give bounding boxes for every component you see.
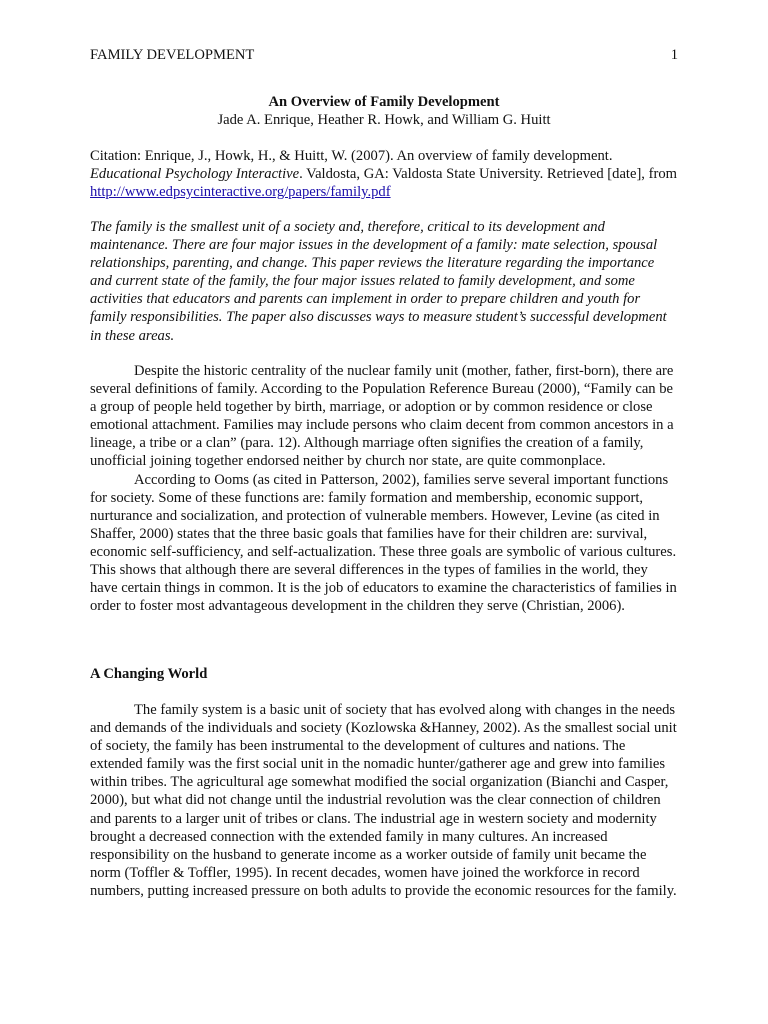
running-head [90,46,678,64]
running-head-title: FAMILY DEVELOPMENT [90,47,255,63]
intro-paragraph-2: According to Ooms (as cited in Patterson, 2002), families serve several important functions for society. Some of these functions are: family formation and membership, economic support, nurturance and socialization, and protection of vulnerable members. However, Levine (as cited in Shaffer, 2000) states that the three basic goals that families have for their children are: survival, economic self-sufficiency, and self-actualization. These three goals are symbolic of various cultures. This shows that although there are several differences in the types of families in the world, they have certain things in common. It is the job of educators to examine the characteristics of families in order to foster most advantageous development in the children they serve (Christian, 2006). [90,471,677,615]
page-number: 1 [670,47,678,63]
paper-authors: Jade A. Enrique, Heather R. Howk, and William G. Huitt [217,112,551,129]
citation-link[interactable]: http://www.edpsycinteractive.org/papers/family.pdf [90,184,391,201]
title-block [90,93,678,129]
citation-suffix: . Valdosta, GA: Valdosta State University. Retrieved [date], from [299,166,677,183]
section-paragraph-1: The family system is a basic unit of society that has evolved along with changes in the needs and demands of the individuals and society (Kozlowska &Hanney, 2002). As the smallest social unit of society, the family has been instrumental to the development of cultures and nations. The extended family was the first social unit in the nomadic hunter/gatherer age and grew into families within tribes. The agricultural age somewhat modified the social organization (Bianchi and Casper, 2000), but what did not change until the industrial revolution was the clear connection of children and parents to a larger unit of tribes or clans. The industrial age in western society and modernity brought a decreased connection with the extended family in many cultures. An increased responsibility on the husband to generate income as a worker outside of family unit became the norm (Toffler & Toffler, 1995). In recent decades, women have joined the workforce in record numbers, putting increased pressure on both adults to provide the economic resources for the family. [90,702,677,899]
intro-paragraph-1: Despite the historic centrality of the nuclear family unit (mother, father, first-born), there are several definitions of family. According to the Population Reference Bureau (2000), “Family can be a group of people held together by birth, marriage, or adoption or by common residence or close emotional attachment. Families may include persons who claim decent from common ancestors in a lineage, a tribe or a clan” (para. 12). Although marriage often signifies the creation of a family, unofficial joining together endorsed neither by church nor state, are quite commonplace. [90,363,674,470]
section-body [90,701,678,900]
citation-journal: Educational Psychology Interactive [90,166,300,183]
abstract: The family is the smallest unit of a society and, therefore, critical to its development and maintenance. There are four major issues in the development of a family: mate selection, spousal relationships, parenting, and change. This paper reviews the literature regarding the importance and current state of the family, the four major issues related to family development, and some activities that educators and parents can implement in order to prepare children and youth for family responsibilities. The paper also discusses ways to measure student’s successful development in these areas. [90,219,667,344]
section-heading: A Changing World [90,666,208,682]
citation [90,147,678,201]
paper-title: An Overview of Family Development [268,94,500,110]
citation-prefix: Citation: Enrique, J., Howk, H., & Huitt, W. (2007). An overview of family development. [90,148,613,164]
intro-body [90,362,678,615]
